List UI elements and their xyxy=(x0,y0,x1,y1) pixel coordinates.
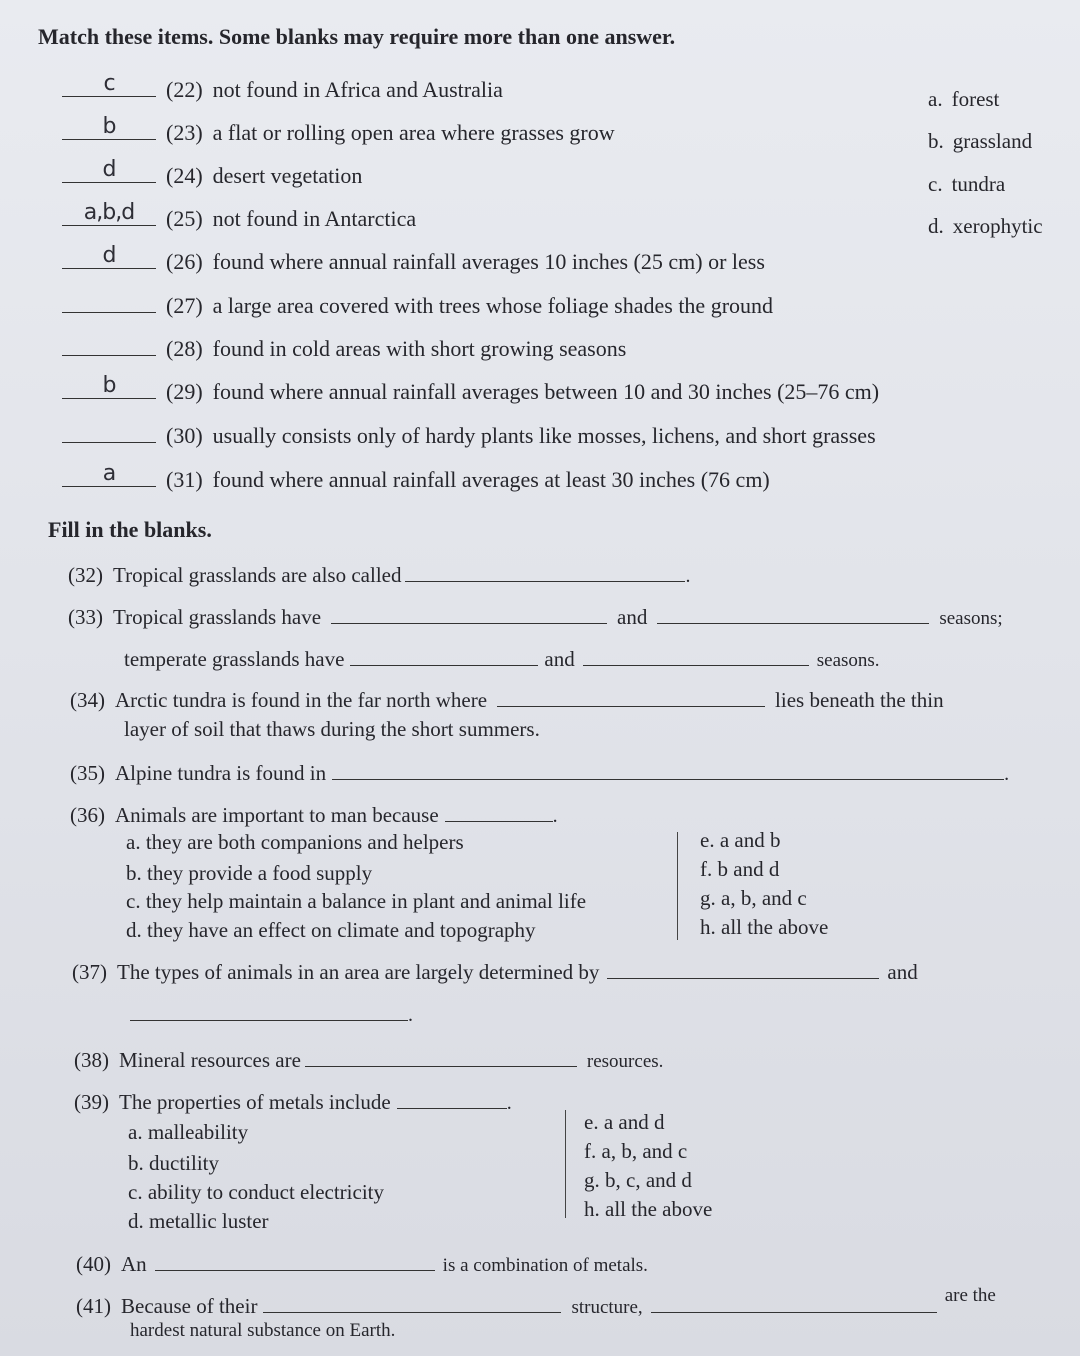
answer-blank[interactable] xyxy=(62,158,156,183)
period: . xyxy=(506,1092,512,1114)
period: . xyxy=(1004,763,1010,785)
item-number: (26) xyxy=(166,249,203,274)
answer-blank[interactable] xyxy=(331,603,607,624)
question-number: (38) xyxy=(74,1048,109,1072)
choice-c xyxy=(928,172,1005,197)
question-text-cont: layer of soil that thaws during the short summers. xyxy=(124,717,540,741)
handwritten-answer: d xyxy=(102,243,116,268)
question-number: (34) xyxy=(70,688,105,712)
fill-heading: Fill in the blanks. xyxy=(48,517,212,542)
question-text: Animals are important to man because xyxy=(115,803,439,827)
match-item xyxy=(62,331,626,362)
option-39g: g. b, c, and d xyxy=(584,1168,692,1192)
option-36h: h. all the above xyxy=(700,915,829,939)
question-38 xyxy=(74,1046,663,1073)
answer-blank[interactable] xyxy=(657,603,929,624)
question-41-line2 xyxy=(130,1320,395,1342)
question-35 xyxy=(70,759,1009,786)
question-text-cont: are the xyxy=(944,1285,996,1306)
question-39 xyxy=(74,1088,512,1115)
handwritten-answer: b xyxy=(102,373,116,398)
choice-b xyxy=(928,129,1032,154)
answer-blank[interactable] xyxy=(62,115,156,140)
handwritten-answer: a xyxy=(102,461,116,486)
question-text-cont: is a combination of metals. xyxy=(442,1255,648,1276)
option-36b: b. they provide a food supply xyxy=(126,861,373,885)
answer-blank[interactable] xyxy=(62,244,156,269)
match-item xyxy=(62,418,876,449)
question-text-cont: structure, xyxy=(571,1297,643,1318)
resources-text: resources. xyxy=(586,1051,664,1072)
item-number: (30) xyxy=(166,423,203,448)
answer-blank[interactable] xyxy=(497,686,765,707)
item-number: (29) xyxy=(166,379,203,404)
item-text: found where annual rainfall averages 10 inches (25 cm) or less xyxy=(212,249,765,274)
question-text: Tropical grasslands are also called xyxy=(113,563,402,587)
question-41 xyxy=(76,1285,996,1319)
question-number: (33) xyxy=(68,605,103,629)
question-text: temperate grasslands have xyxy=(124,647,345,671)
question-32 xyxy=(68,561,690,588)
option-39b: b. ductility xyxy=(128,1151,219,1175)
question-text: Tropical grasslands have xyxy=(113,605,322,629)
option-39c: c. ability to conduct electricity xyxy=(128,1180,384,1204)
answer-blank[interactable] xyxy=(305,1046,577,1067)
match-item xyxy=(62,72,503,103)
option-39e: e. a and d xyxy=(584,1110,665,1134)
match-item xyxy=(62,158,362,189)
question-number: (35) xyxy=(70,761,105,785)
handwritten-answer: d xyxy=(102,157,116,182)
choice-letter: d. xyxy=(928,214,944,238)
match-item xyxy=(62,288,773,319)
choice-text: tundra xyxy=(951,172,1006,196)
answer-blank[interactable] xyxy=(62,72,156,97)
matching-heading: Match these items. Some blanks may require more than one answer. xyxy=(38,24,676,49)
option-36g: g. a, b, and c xyxy=(700,886,807,910)
match-item xyxy=(62,115,615,146)
answer-blank[interactable] xyxy=(62,418,156,443)
item-number: (22) xyxy=(166,77,203,102)
match-item xyxy=(62,462,770,493)
answer-blank[interactable] xyxy=(445,801,553,822)
item-text: found where annual rainfall averages at least 30 inches (76 cm) xyxy=(212,467,770,492)
choice-text: forest xyxy=(951,87,1000,111)
item-text: a large area covered with trees whose foliage shades the ground xyxy=(212,293,774,318)
question-number: (39) xyxy=(74,1090,109,1114)
option-36c: c. they help maintain a balance in plant and animal life xyxy=(126,889,587,913)
choice-letter: a. xyxy=(928,87,943,111)
question-number: (32) xyxy=(68,563,103,587)
match-item xyxy=(62,201,416,232)
and-text: and xyxy=(617,605,648,629)
question-number: (40) xyxy=(76,1252,111,1276)
seasons-text: seasons; xyxy=(939,608,1003,629)
question-text: An xyxy=(121,1252,147,1276)
handwritten-answer: a,b,d xyxy=(83,200,135,225)
choice-text: grassland xyxy=(952,129,1033,153)
item-number: (31) xyxy=(166,467,203,492)
option-39d: d. metallic luster xyxy=(128,1209,269,1233)
question-37-line2 xyxy=(130,1000,413,1027)
choice-letter: c. xyxy=(928,172,943,196)
option-39f: f. a, b, and c xyxy=(584,1139,688,1163)
question-34-line2 xyxy=(124,717,540,742)
item-number: (27) xyxy=(166,293,203,318)
option-39h: h. all the above xyxy=(584,1197,713,1221)
handwritten-answer: c xyxy=(103,71,115,96)
question-34-line1 xyxy=(70,686,944,713)
question-text: Arctic tundra is found in the far north where xyxy=(115,688,488,712)
answer-blank[interactable] xyxy=(62,462,156,487)
answer-blank[interactable] xyxy=(130,1000,408,1021)
question-text: Mineral resources are xyxy=(119,1048,301,1072)
seasons-text: seasons. xyxy=(816,650,880,671)
question-36 xyxy=(70,801,558,828)
question-33-line2 xyxy=(124,645,880,672)
option-36d: d. they have an effect on climate and topography xyxy=(126,918,536,942)
answer-blank[interactable] xyxy=(62,201,156,226)
period: . xyxy=(552,805,558,827)
option-39a: a. malleability xyxy=(128,1120,249,1144)
item-number: (25) xyxy=(166,206,203,231)
item-text: found where annual rainfall averages between 10 and 30 inches (25–76 cm) xyxy=(212,379,880,404)
question-number: (41) xyxy=(76,1294,111,1318)
answer-blank[interactable] xyxy=(263,1292,561,1313)
item-text: desert vegetation xyxy=(212,163,363,188)
question-number: (36) xyxy=(70,803,105,827)
question-text-cont: lies beneath the thin xyxy=(775,688,944,712)
item-number: (28) xyxy=(166,336,203,361)
answer-blank[interactable] xyxy=(62,331,156,356)
options-divider xyxy=(565,1110,566,1218)
and-text: and xyxy=(887,960,918,984)
question-text-cont: hardest natural substance on Earth. xyxy=(130,1320,396,1341)
choice-letter: b. xyxy=(928,129,944,153)
question-text: The types of animals in an area are largely determined by xyxy=(117,960,600,984)
question-text: The properties of metals include xyxy=(119,1090,391,1114)
answer-blank[interactable] xyxy=(332,759,1004,780)
option-36f: f. b and d xyxy=(700,857,780,881)
item-number: (24) xyxy=(166,163,203,188)
item-text: not found in Antarctica xyxy=(212,206,417,231)
question-40 xyxy=(76,1250,648,1277)
question-text: Because of their xyxy=(121,1294,258,1318)
answer-blank[interactable] xyxy=(405,561,685,582)
question-37 xyxy=(72,958,918,985)
answer-blank[interactable] xyxy=(155,1250,435,1271)
answer-blank[interactable] xyxy=(62,288,156,313)
and-text: and xyxy=(544,647,575,671)
choice-text: xerophytic xyxy=(952,214,1043,238)
answer-blank[interactable] xyxy=(607,958,879,979)
answer-blank[interactable] xyxy=(583,645,809,666)
period: . xyxy=(408,1004,413,1026)
match-item xyxy=(62,374,879,405)
options-divider xyxy=(677,832,678,940)
item-text: usually consists only of hardy plants like mosses, lichens, and short grasses xyxy=(212,423,876,448)
question-number: (37) xyxy=(72,960,107,984)
item-number: (23) xyxy=(166,120,203,145)
match-item xyxy=(62,244,765,275)
handwritten-answer: b xyxy=(102,114,116,139)
answer-blank[interactable] xyxy=(62,374,156,399)
answer-blank[interactable] xyxy=(651,1292,937,1313)
question-33-line1 xyxy=(68,603,1003,630)
option-36e: e. a and b xyxy=(700,828,781,852)
option-36a: a. they are both companions and helpers xyxy=(126,830,464,854)
item-text: not found in Africa and Australia xyxy=(212,77,503,102)
period: . xyxy=(685,565,691,587)
question-text: Alpine tundra is found in xyxy=(115,761,327,785)
item-text: found in cold areas with short growing seasons xyxy=(212,336,627,361)
item-text: a flat or rolling open area where grasses grow xyxy=(212,120,615,145)
answer-blank[interactable] xyxy=(397,1088,507,1109)
choice-d xyxy=(928,214,1043,239)
answer-blank[interactable] xyxy=(350,645,538,666)
choice-a xyxy=(928,87,999,112)
